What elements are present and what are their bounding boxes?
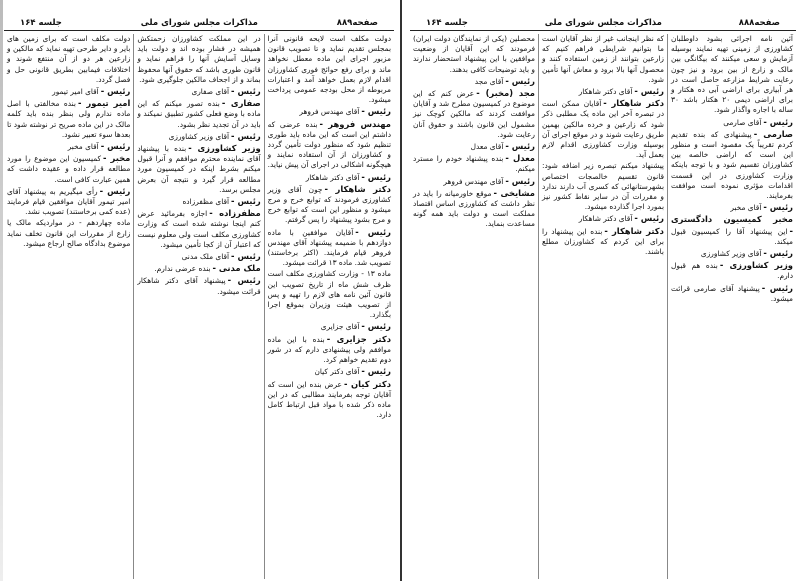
paragraph (671, 117, 793, 128)
paragraph-text: اجازه بفرمائید عرض کنم اینجا نوشته شده است که وزارت کشاورزی مکلف است ولی معلوم نیست که اعتبار آن از کجا تأمین میشود. (137, 209, 261, 249)
paragraph-text: پیشنهاد آقای صارمی قرائت میشود. (671, 283, 793, 303)
text-columns (410, 34, 796, 579)
paragraph (268, 119, 391, 171)
text-column (539, 34, 668, 579)
paragraph-text: که نظر اینجانب غیر از نظر آقایان است ما بتوانیم شرایطی فراهم کنیم که زارعین بتوانند از زمین استفاده کنند و محصول آنها بالا برود و معاش آنها تأمین شود. (542, 34, 664, 84)
right-page (400, 0, 800, 581)
paragraph-text: دولت مکلف است که برای زمین های بایر و دایر طرحی تهیه نماید که مالکین و زارعین هر دو از آن منتفع شوند و اختلافات فیمابین بطریق قانونی حل و فصل گردد. (7, 34, 131, 84)
speaker-name: رئیس - (99, 185, 131, 196)
paragraph (137, 196, 260, 207)
paragraph-text: چون آقای وزیر کشاورزی فرمودند که توابع خرج و مرج میشود و منظور این است که توابع خرج و مرج بشود پیشنهاد را پس گرفتم. (267, 184, 391, 225)
paragraph-text: آقای دکتر شاهکار (305, 172, 360, 182)
paragraph (268, 184, 391, 226)
paragraph (542, 86, 664, 97)
paragraph-text: آقای دکتر شاهکار (578, 87, 633, 97)
paragraph-text: آئین نامه اجرائی بشود داوطلبان کشاورزی از زمینی تهیه نمایند بوسیله آزمایش و سعی میکنند که بیگانگی بین مالک و زارع از بین برود و نیز چون رعایت شرایط مزارعه حاصل است در هر آبیاری برای اراضی آبی ده هکتار و برای اراضی دیمی ۲۰ هکتار باشد ۳۰ ساله با اجاره واگذار شود. (671, 34, 793, 115)
paragraph (671, 214, 793, 247)
paragraph-text: عرض کنم که این موضوع در کمیسیون مطرح شد و آقایان موافقت کردند که مالکین کوچک نیز مشمول این قانون باشند و حقوق آنان رعایت شود. (413, 89, 535, 139)
paragraph-text: پیشنهاد آقای دکتر شاهکار قرائت میشود. (137, 276, 261, 296)
speaker-name: دکتر جزایری - (326, 333, 391, 344)
paragraph (137, 263, 260, 274)
paragraph (542, 226, 664, 258)
speaker-name: معدل - (505, 153, 535, 164)
paragraph (671, 202, 793, 213)
paragraph (542, 213, 664, 224)
paragraph (7, 153, 130, 185)
paragraph (268, 106, 391, 117)
paragraph (137, 143, 260, 195)
speaker-name: دکتر شاهکار - (604, 225, 664, 236)
paragraph-text: آقای وزیر کشاورزی (168, 131, 230, 141)
speaker-name: رئیس - (763, 116, 793, 127)
paragraph (413, 176, 535, 187)
paragraph-text: بنده عرضی که داشتم این است که این ماده باید طوری تنظیم شود که منظور دولت تأمین گردد و کشاورزان از آن استفاده نمایند و هیچگونه اشکالی در اجرای آن پیش نیاید. (267, 119, 391, 170)
paragraph-text: دولت مکلف است لایحه قانونی آنرا بمجلس تقدیم نماید و تا تصویب قانون مزبور اجرای این ماده معطل نخواهد ماند و برای رفع حوائج فوری کشاورزان اقدام لازم بعمل خواهد آمد و اعتبارات مربوطه از محل بودجه عمومی پرداخت میشود. (267, 34, 391, 105)
paragraph-text: بنده این پیشنهاد را برای این کردم که کشاورزان مطلع باشند. (542, 226, 664, 257)
speaker-name: رئیس - (231, 251, 261, 262)
paragraph (542, 34, 664, 85)
speaker-name: رئیس - (231, 130, 261, 141)
paragraph-text: آقایان ممکن است در تبصره آخر این ماده یک مطلبی ذکر شود که زارعین و خرده مالکین بهمین طریق رعایت شوند و در موقع اجرای آن بوسیله وزارت کشاورزی اقدام لازم بعمل آید. (542, 99, 664, 160)
session-number: جلسه ۱۶۴ (426, 18, 468, 28)
paragraph (413, 188, 535, 230)
speaker-name: رئیس - (100, 86, 131, 97)
paragraph (542, 98, 664, 160)
speaker-name: وزیر کشاورزی - (719, 260, 793, 271)
paragraph (671, 260, 793, 281)
paragraph (413, 153, 535, 174)
speaker-name: مظفرزاده - (209, 208, 261, 219)
paragraph (137, 98, 260, 130)
speaker-name: دکتر کیان - (343, 378, 391, 389)
running-header (410, 6, 796, 31)
speaker-name: وزیر کشاورزی - (188, 143, 261, 154)
speaker-name: رئیس - (505, 75, 535, 86)
page-number: صفحه۸۸۸ (738, 18, 780, 28)
paragraph (7, 186, 130, 218)
paragraph-text: آقای مخبر (730, 203, 762, 213)
paragraph (7, 141, 130, 152)
paragraph-text: بنده با پیشنهاد آقای نماینده محترم موافقم و آنرا قبول میکنم بشرط اینکه در کمیسیون مورد مطالعه قرار گیرد و نتیجه آن بعرض مجلس برسد. (137, 144, 261, 194)
session-number: جلسه ۱۶۴ (20, 18, 62, 28)
running-header (4, 6, 394, 31)
speaker-name: رئیس - (763, 202, 793, 213)
journal-title: مذاکرات مجلس شورای ملی (140, 18, 258, 28)
paragraph (413, 141, 535, 152)
speaker-name: مهندس فروهر - (319, 118, 391, 129)
paragraph (268, 379, 391, 421)
paragraph (137, 251, 260, 262)
speaker-name: امیر تیمور - (77, 98, 131, 109)
speaker-name: رئیس - (100, 141, 131, 152)
paragraph (268, 269, 391, 320)
paragraph-text: آقایان موافقین با ماده دوازدهم با ضمیمه پیشنهاد آقای مهندس فروهر قیام فرمایند. (اکثر برخاستند) تصویب شد. ماده ۱۳ قرائت میشود. (267, 227, 391, 268)
page-number: صفحه۸۸۹ (336, 18, 378, 28)
paragraph-text: آقای مهندس فروهر (443, 176, 504, 186)
paragraph-text: عرض بنده این است که آقایان توجه بفرمایند مطالبی که در این ماده ذکر شده با مواد قبل ارتباط کامل دارد. (267, 379, 391, 420)
speaker-name: مخبر کمیسیون دادگستری - (671, 214, 793, 236)
text-column (668, 34, 796, 579)
paragraph (671, 129, 793, 201)
paragraph (268, 334, 391, 366)
paragraph-text: این پیشنهاد آقا را کمیسیون قبول میکند. (671, 226, 793, 246)
paragraph (137, 208, 260, 250)
speaker-name: رئیس - (355, 226, 391, 237)
paragraph (137, 86, 260, 97)
paragraph-text: پیشنهاد میکنم تبصره زیر اضافه شود: قانون تقسیم خالصجات اختصاص بشهرستانهائی که کسری آب دارند ندارد و مقررات آن در سایر نقاط کشور نیز بمورد اجرا گذارده میشود. (542, 161, 664, 212)
speaker-name: رئیس - (505, 141, 535, 152)
paragraph (137, 131, 260, 142)
paragraph-text: بنده هم قبول دارم. (671, 261, 793, 281)
paragraph-text: موقع خاورمیانه را باید در نظر داشت که کشاورزی اساس اقتصاد مملکت است و دولت باید همه گونه مساعدت بنماید. (413, 188, 535, 229)
journal-title: مذاکرات مجلس شورای ملی (544, 18, 662, 28)
paragraph-text: آقای مهندس فروهر (299, 107, 360, 117)
speaker-name: صفاری - (221, 98, 261, 109)
paragraph-text: بنده عرضی ندارم. (154, 264, 211, 274)
speaker-name: رئیس - (231, 86, 261, 97)
speaker-name: مخبر - (103, 153, 131, 164)
speaker-name: رئیس - (361, 171, 391, 182)
paragraph-text: ماده چهاردهم - در مواردیکه مالک یا زارع از مقررات این قانون تخلف نماید موضوع بدادگاه صالح ارجاع میشود. (7, 218, 131, 248)
paragraph-text: آقای امیر تیمور (52, 87, 99, 97)
speaker-name: دکتر شاهکار - (603, 98, 664, 109)
speaker-name: رئیس - (231, 196, 261, 207)
speaker-name: رئیس - (763, 248, 793, 259)
paragraph (542, 161, 664, 212)
paragraph (413, 34, 535, 75)
paragraph (268, 321, 391, 332)
paragraph-text: آقای مخبر (67, 142, 99, 152)
paragraph (268, 34, 391, 105)
paragraph (137, 34, 260, 85)
text-columns (4, 34, 394, 579)
speaker-name: رئیس - (761, 282, 793, 293)
paragraph (7, 218, 130, 249)
paragraph (268, 366, 391, 377)
paragraph (7, 34, 130, 85)
speaker-name: رئیس - (361, 106, 391, 117)
speaker-name: رئیس - (361, 366, 391, 377)
speaker-name: صارمی - (753, 128, 793, 139)
paragraph-text: بنده با این ماده موافقم ولی پیشنهادی دارم که در شور دوم تقدیم خواهم کرد. (267, 334, 391, 365)
paragraph-text: محصلین (یکی از نمایندگان دولت ایران) فرمودند که این آقایان از وضعیت موافقین با این پیشنهاد استحضار ندارند و باید توضیحات کافی بدهند. (413, 34, 535, 74)
speaker-name: رئیس - (634, 86, 664, 97)
speaker-name: ملک مدنی - (212, 263, 261, 274)
paragraph (413, 88, 535, 140)
paragraph-text: ماده ۱۳ - وزارت کشاورزی مکلف است ظرف شش ماه از تاریخ تصویب این قانون آئین نامه های لازم را تهیه و پس از تصویب هیئت وزیران بموقع اجرا بگذارد. (267, 269, 391, 320)
paragraph (413, 76, 535, 87)
paragraph (671, 248, 793, 259)
text-column (134, 34, 264, 579)
speaker-name: رئیس - (634, 213, 664, 224)
speaker-name: رئیس - (361, 321, 391, 332)
paragraph-text: پیشنهادی که بنده تقدیم کردم تقریباً یک مقصود است و منظور این است که اراضی خالصه بین کشاورزان تقسیم شود و با توجه باینکه وزارت کشاورزی در این قسمت اقدامات مؤثری نموده است موافقت بفرمایند. (671, 129, 793, 201)
paragraph-text: آقای دکتر کیان (314, 367, 360, 377)
paragraph-text: بنده پیشنهاد خودم را مسترد میکنم. (413, 154, 535, 174)
speaker-name: مشایخی - (493, 187, 535, 198)
paragraph (671, 34, 793, 116)
paragraph-text: در این مملکت کشاورزان زحمتکش همیشه در فشار بوده اند و دولت باید وسایل آسایش آنها را فراهم نماید و قانون طوری باشد که حقوق آنها محفوظ بماند و از اجحاف مالکین جلوگیری شود. (137, 34, 261, 84)
paragraph-text: آقای جزایری (320, 322, 360, 332)
paragraph-text: کمیسیون این موضوع را مورد مطالعه قرار داده و عقیده داشت که همین عبارت کافی است. (7, 154, 131, 184)
speaker-name: مجد (مخبر) - (476, 88, 535, 99)
paragraph-text: آقای معدل (470, 142, 504, 152)
text-column (410, 34, 539, 579)
speaker-name: رئیس - (227, 275, 261, 286)
paragraph-text: رأی میگیریم به پیشنهاد آقای امیر تیمور آقایان موافقین قیام فرمایند (عده کمی برخاستند) تصویب نشد. (7, 186, 131, 217)
paragraph (137, 275, 260, 296)
paragraph (7, 98, 130, 140)
paragraph-text: آقای صفاری (191, 87, 230, 97)
paragraph-text: آقای مجد (474, 76, 504, 86)
text-column (265, 34, 394, 579)
paragraph (268, 227, 391, 269)
speaker-name: دکتر شاهکار - (324, 183, 391, 194)
paragraph-text: آقای وزیر کشاورزی (700, 249, 762, 259)
paragraph-text: آقای صارمی (723, 117, 762, 127)
paragraph-text: بنده تصور میکنم که این ماده با وضع فعلی کشور تطبیق نمیکند و باید در آن تجدید نظر بشود. (137, 99, 261, 129)
paragraph-text: آقای ملک مدنی (181, 252, 230, 262)
paragraph (268, 172, 391, 183)
paragraph-text: آقای دکتر شاهکار (578, 214, 633, 224)
speaker-name: رئیس - (505, 175, 535, 186)
text-column (4, 34, 134, 579)
paragraph (7, 86, 130, 97)
paragraph-text: آقای مظفرزاده (182, 197, 230, 207)
paragraph (671, 283, 793, 304)
paragraph-text: بنده مخالفتی با اصل ماده ندارم ولی بنظر بنده باید کلمه مالک در این ماده صریح تر نوشته شود تا بعدها سوء تعبیر نشود. (7, 99, 131, 139)
